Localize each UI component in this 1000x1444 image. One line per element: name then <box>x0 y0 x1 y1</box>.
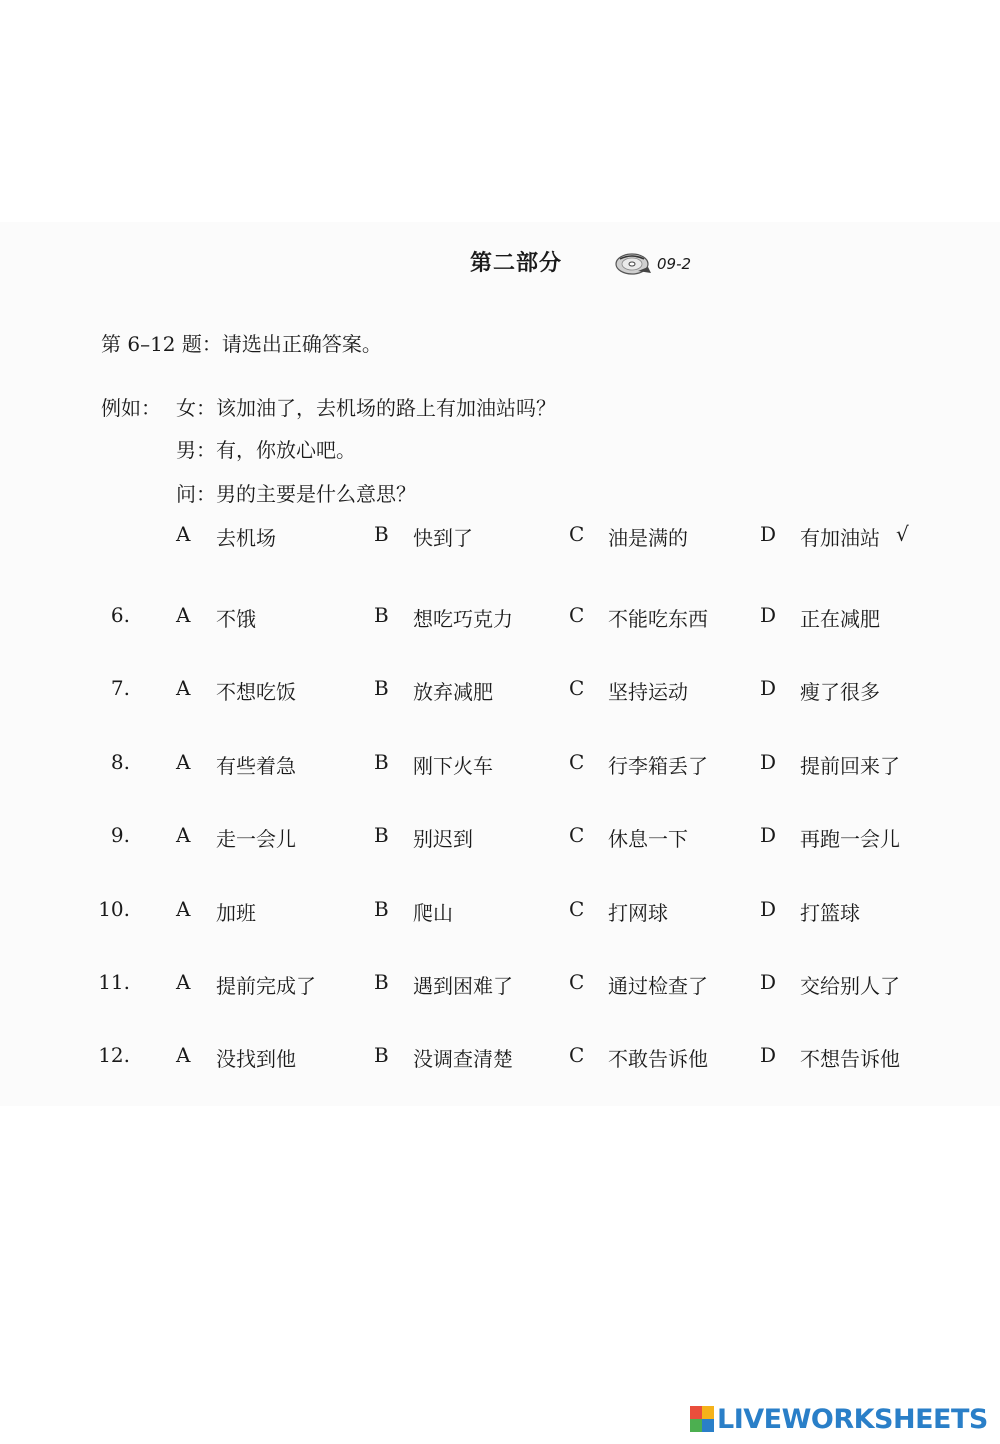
question-number: 11. <box>98 970 130 994</box>
option-text[interactable]: 别迟到 <box>413 827 473 851</box>
option-letter[interactable]: A <box>176 823 191 847</box>
question-row <box>0 750 1000 780</box>
option-letter[interactable]: C <box>569 823 585 847</box>
example-line-woman: 女：该加油了，去机场的路上有加油站吗？ <box>176 396 556 420</box>
question-row <box>0 676 1000 706</box>
question-row <box>0 897 1000 927</box>
option-letter[interactable]: A <box>176 603 191 627</box>
question-number: 10. <box>98 897 130 921</box>
logo-text: LIVEWORKSHEETS <box>717 1403 988 1435</box>
option-letter[interactable]: A <box>176 897 191 921</box>
option-letter[interactable]: B <box>374 823 389 847</box>
option-letter[interactable]: D <box>760 970 777 994</box>
option-text[interactable]: 打篮球 <box>800 901 860 925</box>
option-text[interactable]: 提前回来了 <box>800 754 900 778</box>
liveworksheets-logo <box>690 1402 988 1436</box>
option-text: 油是满的 <box>608 526 688 550</box>
option-text[interactable]: 坚持运动 <box>608 680 688 704</box>
option-text[interactable]: 再跑一会儿 <box>800 827 900 851</box>
option-text: 去机场 <box>216 526 276 550</box>
option-text: 快到了 <box>413 526 473 550</box>
question-row <box>0 603 1000 633</box>
option-text[interactable]: 通过检查了 <box>608 974 708 998</box>
option-text: 有加油站 <box>800 526 880 550</box>
option-letter[interactable]: C <box>569 897 585 921</box>
option-letter[interactable]: B <box>374 750 389 774</box>
option-letter[interactable]: C <box>569 603 585 627</box>
option-letter[interactable]: C <box>569 676 585 700</box>
option-text[interactable]: 不能吃东西 <box>608 607 708 631</box>
liveworksheets-logo-icon <box>690 1406 714 1432</box>
question-number: 8. <box>110 750 130 774</box>
option-letter[interactable]: B <box>374 970 389 994</box>
option-text[interactable]: 行李箱丢了 <box>608 754 708 778</box>
option-text[interactable]: 休息一下 <box>608 827 688 851</box>
option-text[interactable]: 提前完成了 <box>216 974 316 998</box>
option-text[interactable]: 想吃巧克力 <box>413 607 513 631</box>
option-letter[interactable]: D <box>760 1043 777 1067</box>
track-number: 09-2 <box>657 255 692 273</box>
cd-icon <box>614 249 654 277</box>
option-letter[interactable]: C <box>569 970 585 994</box>
question-number: 9. <box>110 823 130 847</box>
option-text[interactable]: 有些着急 <box>216 754 296 778</box>
example-line-man: 男：有，你放心吧。 <box>176 438 356 462</box>
option-letter[interactable]: D <box>760 823 777 847</box>
option-letter[interactable]: B <box>374 676 389 700</box>
option-text[interactable]: 交给别人了 <box>800 974 900 998</box>
section-title: 第二部分 <box>470 251 563 276</box>
option-letter[interactable]: A <box>176 676 191 700</box>
question-number: 6. <box>110 603 130 627</box>
question-row <box>0 823 1000 853</box>
option-letter[interactable]: D <box>760 750 777 774</box>
option-text[interactable]: 不敢告诉他 <box>608 1047 708 1071</box>
example-options-row <box>0 522 1000 552</box>
example-label: 例如： <box>101 396 161 420</box>
option-text[interactable]: 不饿 <box>216 607 256 631</box>
option-letter[interactable]: B <box>374 897 389 921</box>
option-letter[interactable]: D <box>760 897 777 921</box>
option-letter[interactable]: C <box>569 1043 585 1067</box>
question-row <box>0 1043 1000 1073</box>
option-text[interactable]: 没调查清楚 <box>413 1047 513 1071</box>
example-line-question: 问：男的主要是什么意思？ <box>176 482 416 506</box>
option-letter[interactable]: D <box>760 676 777 700</box>
option-text[interactable]: 不想吃饭 <box>216 680 296 704</box>
option-text[interactable]: 打网球 <box>608 901 668 925</box>
option-text[interactable]: 爬山 <box>413 901 453 925</box>
question-row <box>0 970 1000 1000</box>
option-text[interactable]: 不想告诉他 <box>800 1047 900 1071</box>
option-text[interactable]: 遇到困难了 <box>413 974 513 998</box>
option-text[interactable]: 刚下火车 <box>413 754 493 778</box>
option-letter: C <box>569 522 585 546</box>
instruction-text: 第 6–12 题：请选出正确答案。 <box>101 332 382 356</box>
option-letter: B <box>374 522 389 546</box>
option-letter[interactable]: B <box>374 603 389 627</box>
option-text[interactable]: 没找到他 <box>216 1047 296 1071</box>
option-letter[interactable]: A <box>176 970 191 994</box>
option-text[interactable]: 正在减肥 <box>800 607 880 631</box>
option-letter: A <box>176 522 191 546</box>
option-letter[interactable]: A <box>176 750 191 774</box>
question-number: 7. <box>110 676 130 700</box>
option-letter[interactable]: C <box>569 750 585 774</box>
option-text[interactable]: 瘦了很多 <box>800 680 880 704</box>
question-number: 12. <box>98 1043 130 1067</box>
option-letter[interactable]: A <box>176 1043 191 1067</box>
check-mark: √ <box>896 522 909 546</box>
option-letter[interactable]: B <box>374 1043 389 1067</box>
option-text[interactable]: 加班 <box>216 901 256 925</box>
option-letter: D <box>760 522 777 546</box>
option-text[interactable]: 放弃减肥 <box>413 680 493 704</box>
option-text[interactable]: 走一会儿 <box>216 827 296 851</box>
option-letter[interactable]: D <box>760 603 777 627</box>
